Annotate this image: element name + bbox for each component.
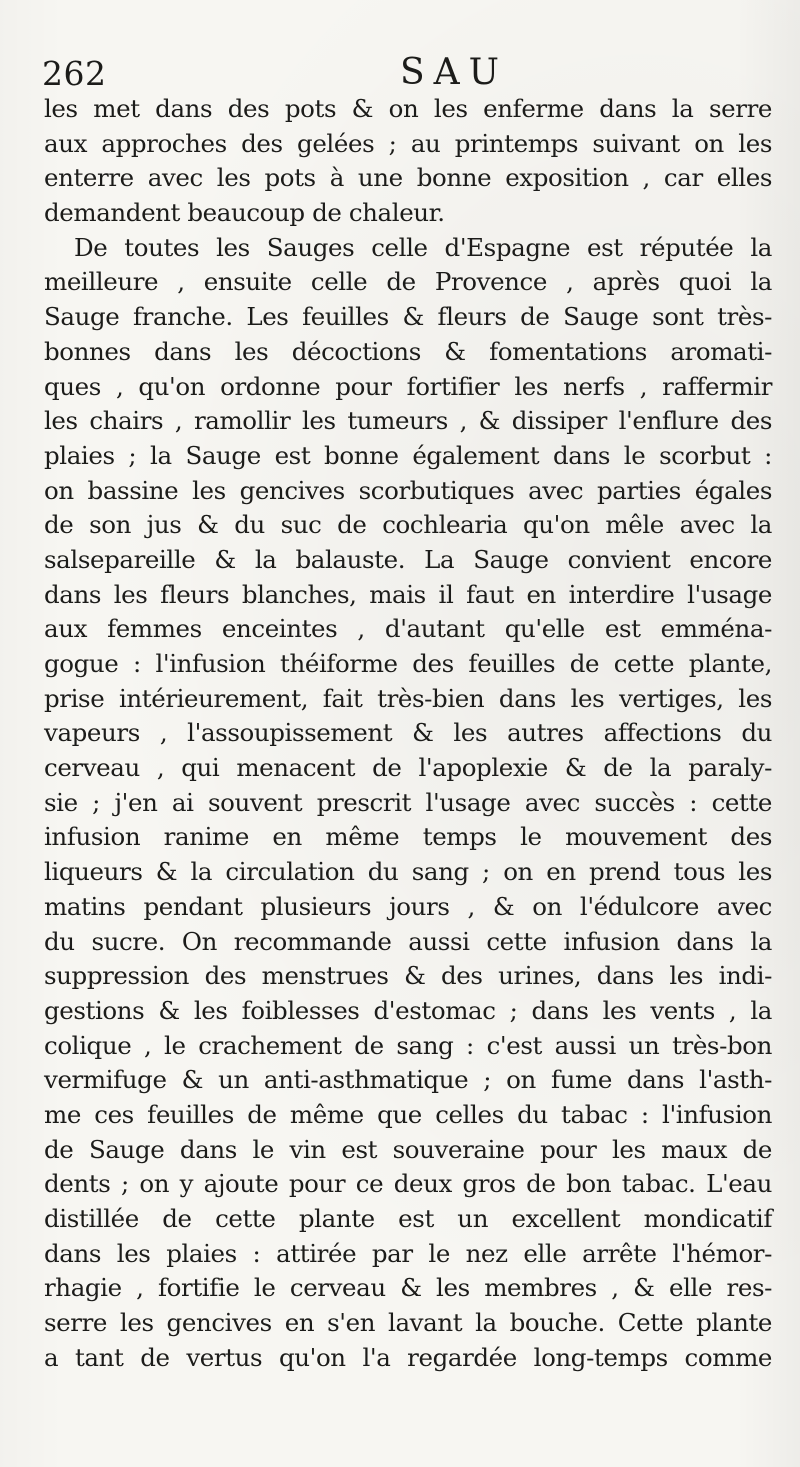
- text-line: vapeurs , l'assoupissement & les autres affections du: [44, 718, 772, 748]
- text-line: de Sauge dans le vin est souveraine pour les maux de: [44, 1134, 772, 1164]
- text-line: ques , qu'on ordonne pour fortifier les nerfs , raffermir: [44, 371, 772, 401]
- text-line: demandent beaucoup de chaleur.: [44, 198, 445, 228]
- text-line: les chairs , ramollir les tumeurs , & dissiper l'enflure des: [44, 406, 772, 436]
- page-number: 262: [42, 54, 107, 93]
- text-line: plaies ; la Sauge est bonne également dans le scorbut :: [44, 440, 772, 470]
- text-line: aux approches des gelées ; au printemps suivant on les: [44, 128, 772, 158]
- text-line: prise intérieurement, fait très-bien dans les vertiges, les: [44, 683, 772, 713]
- text-line: liqueurs & la circulation du sang ; on en prend tous les: [44, 857, 772, 887]
- text-line: sie ; j'en ai souvent prescrit l'usage avec succès : cette: [44, 787, 772, 817]
- show-through-text: [340, 4, 800, 35]
- text-line: du sucre. On recommande aussi cette infusion dans la: [44, 926, 772, 956]
- text-line: dans les plaies : attirée par le nez elle arrête l'hémor-: [44, 1238, 772, 1268]
- text-line: gogue : l'infusion théiforme des feuilles de cette plante,: [44, 649, 772, 678]
- text-line: enterre avec les pots à une bonne exposition , car elles: [44, 163, 772, 193]
- running-head: SAU: [400, 52, 508, 93]
- text-line: dents ; on y ajoute pour ce deux gros de bon tabac. L'eau: [44, 1169, 772, 1199]
- text-line: infusion ranime en même temps le mouvement des: [44, 822, 772, 852]
- text-line: suppression des menstrues & des urines, dans les indi-: [44, 961, 772, 991]
- text-line: on bassine les gencives scorbutiques avec parties égales: [44, 475, 772, 505]
- text-line: dans les fleurs blanches, mais il faut en interdire l'usage: [44, 579, 772, 609]
- text-line: de son jus & du suc de cochlearia qu'on mêle avec la: [44, 510, 772, 540]
- text-line: distillée de cette plante est un excellent mondicatif: [44, 1204, 772, 1233]
- text-line: rhagie , fortifie le cerveau & les membres , & elle res-: [44, 1273, 772, 1303]
- text-line: me ces feuilles de même que celles du tabac : l'infusion: [44, 1099, 772, 1129]
- page-header: [42, 52, 772, 96]
- text-line: salsepareille & la balauste. La Sauge convient encore: [44, 544, 772, 574]
- text-line: a tant de vertus qu'on l'a regardée long-temps comme: [44, 1342, 772, 1372]
- text-line: colique , le crachement de sang : c'est aussi un très-bon: [44, 1030, 772, 1060]
- text-line: cerveau , qui menacent de l'apoplexie & de la paraly-: [44, 753, 772, 783]
- text-line: les met dans des pots & on les enferme dans la serre: [44, 94, 772, 123]
- text-line: vermifuge & un anti-asthmatique ; on fume dans l'asth-: [44, 1065, 772, 1095]
- text-line: gestions & les foiblesses d'estomac ; dans les vents , la: [44, 995, 772, 1025]
- text-line: De toutes les Sauges celle d'Espagne est réputée la: [74, 232, 772, 262]
- body-text: [44, 92, 772, 1375]
- text-line: matins pendant plusieurs jours , & on l'édulcore avec: [44, 891, 772, 921]
- text-line: Sauge franche. Les feuilles & fleurs de Sauge sont très-: [44, 302, 772, 332]
- text-line: aux femmes enceintes , d'autant qu'elle est emména-: [44, 614, 772, 644]
- text-line: serre les gencives en s'en lavant la bouche. Cette plante: [44, 1308, 772, 1338]
- text-line: bonnes dans les décoctions & fomentations aromati-: [44, 336, 772, 366]
- text-line: meilleure , ensuite celle de Provence , après quoi la: [44, 267, 772, 297]
